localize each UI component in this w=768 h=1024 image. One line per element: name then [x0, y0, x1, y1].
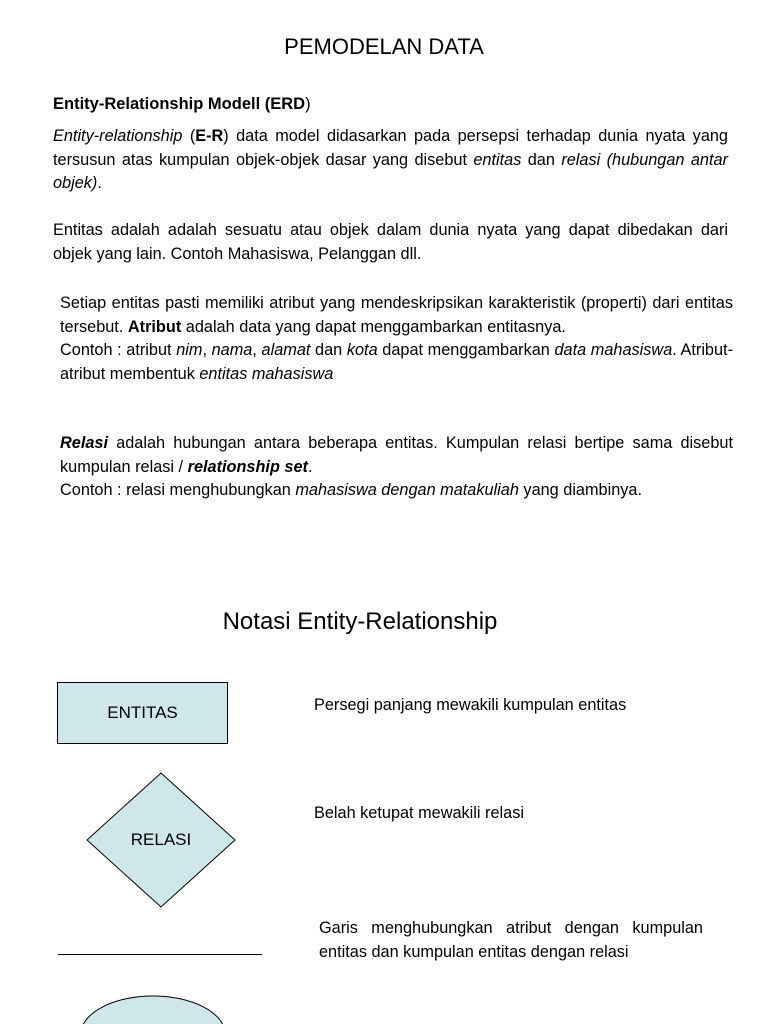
text-span: yang diambinya. [518, 481, 642, 499]
attribute-ellipse-symbol [80, 994, 226, 1024]
paragraph-entitas-definition: Entitas adalah adalah sesuatu atau objek dalam dunia nyata yang dapat dibedakan dari objek yang lain. Contoh Mahasiswa, Pelanggan dll. [53, 221, 728, 263]
text-span: adalah data yang dapat menggambarkan entitasnya. [181, 317, 566, 336]
text-span: Contoh : relasi menghubungkan [60, 481, 296, 499]
term-entitas-mahasiswa: entitas mahasiswa [199, 364, 334, 383]
text-span: adalah hubungan antara beberapa entitas. Kumpulan relasi bertipe sama disebut kumpulan relasi / [60, 434, 733, 476]
relation-symbol-label: RELASI [130, 830, 192, 849]
term-alamat: alamat [261, 341, 311, 359]
text-span: Contoh : atribut [60, 341, 177, 359]
term-relasi-bold: Relasi [60, 434, 108, 452]
text-span: , [202, 341, 212, 359]
term-mahasiswa-matakuliah: mahasiswa dengan matakuliah [295, 481, 519, 499]
text-span: Setiap entitas pasti memiliki atribut yang mendeskripsikan karakteristik (properti) dari entitas tersebut. [60, 294, 733, 336]
term-data-mahasiswa: data mahasiswa [554, 341, 673, 359]
text-span: . Atribut-atribut membentuk [60, 341, 733, 383]
entity-rectangle-symbol [57, 682, 228, 744]
term-atribut: Atribut [127, 317, 182, 336]
text-span: dan [310, 341, 347, 359]
text-span: dapat menggambarkan [377, 341, 555, 359]
line-symbol-description: Garis menghubungkan atribut dengan kumpulan entitas dan kumpulan entitas dengan relasi [319, 919, 703, 961]
notation-section-title: Notasi Entity-Relationship [222, 608, 498, 635]
text-span: , [252, 341, 262, 359]
term-nim: nim [176, 341, 203, 359]
text-span: . [307, 457, 313, 476]
relation-symbol-label-wrap [86, 772, 236, 908]
text-span: ( [182, 127, 196, 145]
term-er: E-R [195, 127, 224, 145]
heading-tail-part: ) [305, 95, 311, 113]
heading-bold-part: Entity-Relationship Modell (ERD [53, 95, 306, 113]
section-heading-erd [53, 95, 311, 114]
relasi-example-line [60, 479, 733, 503]
term-nama: nama [211, 341, 253, 359]
relasi-definition-line [60, 432, 733, 479]
connector-line-symbol [58, 954, 262, 955]
atribut-definition-line [60, 292, 733, 339]
text-span: ) data model didasarkan pada persepsi terhadap dunia nyata yang tersusun atas kumpulan objek-objek dasar yang disebut [53, 127, 728, 169]
atribut-example-line [60, 339, 733, 386]
relation-symbol-description: Belah ketupat mewakili relasi [314, 804, 524, 822]
paragraph-er-definition [53, 125, 728, 196]
term-kota: kota [346, 341, 378, 359]
page-title: PEMODELAN DATA [284, 34, 484, 59]
term-relasi: relasi (hubungan antar objek) [53, 150, 728, 192]
term-relationship-set: relationship set [187, 457, 308, 476]
text-span: . [97, 174, 102, 192]
term-entitas: entitas [473, 150, 522, 169]
text-span: dan [521, 150, 562, 169]
entity-symbol-description: Persegi panjang mewakili kumpulan entitas [314, 696, 627, 714]
paragraph-relasi-definition [60, 432, 733, 503]
paragraph-atribut-definition [60, 292, 733, 386]
term-entity-relationship: Entity-relationship [53, 127, 183, 145]
entity-symbol-label: ENTITAS [107, 703, 178, 722]
